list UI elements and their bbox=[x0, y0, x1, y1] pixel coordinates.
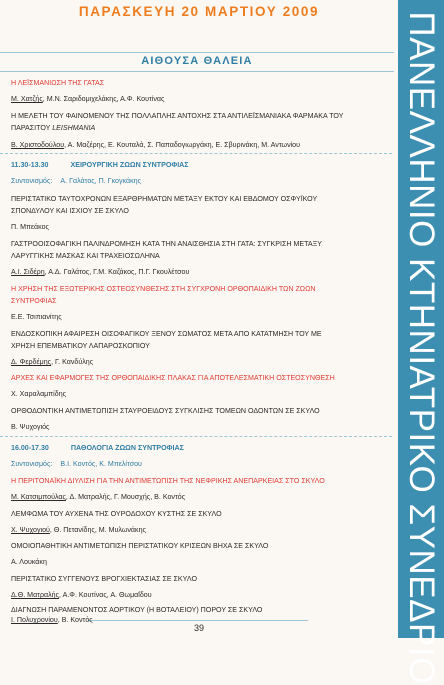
presenting-author: Α.Ι. Σιδέρη bbox=[11, 268, 45, 276]
talk-title-cont: ΣΠΟΝΔΥΛΟΥ ΚΑΙ ΙΣΧΙΟΥ ΣΕ ΣΚΥΛΟ bbox=[11, 207, 129, 215]
coordinators: Α. Γαλάτος, Π. Γκογκάκης bbox=[60, 177, 142, 185]
presenting-author: Δ.Θ. Ματραλής bbox=[11, 591, 60, 599]
talk-authors bbox=[11, 358, 93, 367]
page-number: 39 bbox=[193, 623, 204, 633]
coordinators-label: Συντονισμός: bbox=[11, 460, 53, 468]
section-divider bbox=[0, 153, 392, 154]
session-coordinators bbox=[11, 177, 141, 186]
talk-authors bbox=[11, 141, 300, 150]
talk-authors bbox=[11, 591, 152, 600]
talk-authors: Α. Λουκάκη bbox=[11, 558, 47, 566]
coordinators: Β.Ι. Κοντός, Κ. Μπελίτσου bbox=[60, 460, 142, 468]
talk-title-cont: ΧΡΗΣΗ ΕΠΕΜΒΑΤΙΚΟΥ ΛΑΠΑΡΟΣΚΟΠΙΟΥ bbox=[11, 342, 150, 350]
talk-authors: Ε.Ε. Τσιπιανίτης bbox=[11, 313, 62, 321]
talk-title: ΓΑΣΤΡΟΟΙΣΟΦΑΓΙΚΗ ΠΑΛΙΝΔΡΟΜΗΣΗ ΚΑΤΑ ΤΗΝ ΑΝΑΙΣΘΗΣΙΑ ΣΤΗ ΓΑΤΑ: ΣΥΓΚΡΙΣΗ ΜΕΤΑΞΥ bbox=[11, 240, 322, 248]
talk-title: ΟΡΘΟΔΟΝΤΙΚΗ ΑΝΤΙΜΕΤΩΠΙΣΗ ΣΤΑΥΡΟΕΙΔΟΥΣ ΣΥΓΚΛΙΣΗΣ ΤΟΜΕΩΝ ΟΔΟΝΤΩΝ ΣΕ ΣΚΥΛΟ bbox=[11, 407, 320, 415]
presenting-author: Μ. Χατζής bbox=[11, 95, 43, 103]
talk-title: ΑΡΧΕΣ ΚΑΙ ΕΦΑΡΜΟΓΕΣ ΤΗΣ ΟΡΘΟΠΑΙΔΙΚΗΣ ΠΛΑΚΑΣ ΓΙΑ ΑΠΟΤΕΛΕΣΜΑΤΙΚΗ ΟΣΤΕΟΣΥΝΘΕΣΗ bbox=[11, 374, 335, 382]
talk-title: ΕΝΔΟΣΚΟΠΙΚΗ ΑΦΑΙΡΕΣΗ ΟΙΣΟΦΑΓΙΚΟΥ ΞΕΝΟΥ ΣΩΜΑΤΟΣ ΜΕΤΑ ΑΠΟ ΚΑΤΑΤΜΗΣΗ ΤΟΥ ΜΕ bbox=[11, 330, 322, 338]
co-authors: , Θ. Πετανίδης, Μ. Μυλωνάκης bbox=[49, 526, 146, 534]
talk-title-cont: ΣΥΝΤΡΟΦΙΑΣ bbox=[11, 297, 57, 305]
co-authors: , Δ. Ματραλής, Γ. Μουσχής, Β. Κοντός bbox=[65, 493, 186, 501]
talk-title-part: ΠΑΡΑΣΙΤΟΥ bbox=[11, 124, 53, 132]
conference-number-suffix bbox=[419, 0, 439, 1]
talk-title: ΟΜΟΙΟΠΑΘΗΤΙΚΗ ΑΝΤΙΜΕΤΩΠΙΣΗ ΠΕΡΙΣΤΑΤΙΚΟΥ ΚΡΙΣΕΩΝ ΒΗΧΑ ΣΕ ΣΚΥΛΟ bbox=[11, 542, 269, 550]
room-title: ΑΙΘΟΥΣΑ ΘΑΛΕΙΑ bbox=[141, 55, 253, 67]
presenting-author: Χ. Ψυχογιού bbox=[11, 526, 50, 534]
page-header bbox=[0, 0, 398, 26]
talk-title: ΠΕΡΙΣΤΑΤΙΚΟ ΣΥΓΓΕΝΟΥΣ ΒΡΟΓΧΙΕΚΤΑΣΙΑΣ ΣΕ ΣΚΥΛΟ bbox=[11, 575, 197, 583]
talk-title-cont: ΛΑΡΥΓΓΙΚΗΣ ΜΑΣΚΑΣ ΚΑΙ ΤΡΑΧΕΙΟΣΩΛΗΝΑ bbox=[11, 252, 160, 260]
coordinators-label: Συντονισμός: bbox=[11, 177, 53, 185]
presenting-author: Β. Χριστοδούλου bbox=[11, 141, 65, 149]
session-coordinators bbox=[11, 460, 142, 469]
footer-rule bbox=[88, 620, 308, 621]
session-header bbox=[11, 444, 184, 453]
talk-authors bbox=[11, 493, 185, 502]
session-time: 16.00-17.30 bbox=[11, 444, 49, 452]
talk-title-italic: LEISHMANIA bbox=[52, 124, 96, 132]
co-authors: , Α.Φ. Κουτίνας, Α. Θωμαΐδου bbox=[59, 591, 152, 599]
session-title: ΧΕΙΡΟΥΡΓΙΚΗ ΖΩΩΝ ΣΥΝΤΡΟΦΙΑΣ bbox=[70, 161, 189, 169]
session-header bbox=[11, 161, 189, 170]
talk-title: Η ΧΡΗΣΗ ΤΗΣ ΕΞΩΤΕΡΙΚΗΣ ΟΣΤΕΟΣΥΝΘΕΣΗΣ ΣΤΗ ΣΥΓΧΡΟΝΗ ΟΡΘΟΠΑΙΔΙΚΗ ΤΩΝ ΖΩΩΝ bbox=[11, 285, 316, 293]
talk-authors: Π. Μπεάκος bbox=[11, 223, 49, 231]
talk-title: Η ΠΕΡΙΤΟΝΑΪΚΗ ΔΙΥΛΙΣΗ ΓΙΑ ΤΗΝ ΑΝΤΙΜΕΤΩΠΙΣΗ ΤΗΣ ΝΕΦΡΙΚΗΣ ΑΝΕΠΑΡΚΕΙΑΣ ΣΤΟ ΣΚΥΛΟ bbox=[11, 477, 325, 485]
presenting-author: Μ. Κατσιμπούλας bbox=[11, 493, 66, 501]
talk-title-cont bbox=[11, 124, 95, 133]
talk-authors: Χ. Χαραλαμπίδης bbox=[11, 390, 67, 398]
co-authors: , Μ.Ν. Σαριδομιχελάκης, Α.Φ. Κουτίνας bbox=[42, 95, 165, 103]
presenting-author: Ι. Πολυχρονίου bbox=[11, 616, 58, 624]
talk-authors bbox=[11, 268, 189, 277]
co-authors: , Α. Μαζέρης, Ε. Κουταλά, Σ. Παπαδογιωργάκη, Ε. Σβυρινάκη, Μ. Αντωνίου bbox=[64, 141, 301, 149]
talk-title: ΛΕΜΦΩΜΑ ΤΟΥ ΑΥΧΕΝΑ ΤΗΣ ΟΥΡΟΔΟΧΟΥ ΚΥΣΤΗΣ ΣΕ ΣΚΥΛΟ bbox=[11, 510, 222, 518]
section-divider bbox=[0, 436, 392, 437]
session-time: 11.30-13.30 bbox=[11, 161, 49, 169]
presenting-author: Δ. Φερδέμης bbox=[11, 358, 52, 366]
talk-title: ΔΙΑΓΝΩΣΗ ΠΑΡΑΜΕΝΟΝΤΟΣ ΑΟΡΤΙΚΟΥ (Η ΒΟΤΑΛΕΙΟΥ) ΠΟΡΟΥ ΣΕ ΣΚΥΛΟ bbox=[11, 606, 263, 614]
session-title: ΠΑΘΟΛΟΓΙΑ ΖΩΩΝ ΣΥΝΤΡΟΦΙΑΣ bbox=[70, 444, 184, 452]
page-title: ΠΑΡΑΣΚΕΥΗ 20 ΜΑΡΤΙΟΥ 2009 bbox=[78, 4, 320, 19]
talk-title: ΠΕΡΙΣΤΑΤΙΚΟ ΤΑΥΤΟΧΡΟΝΩΝ ΕΞΑΡΘΡΗΜΑΤΩΝ ΜΕΤΑΞΥ ΕΚΤΟΥ ΚΑΙ ΕΒΔΟΜΟΥ ΟΣΦΥΪΚΟΥ bbox=[11, 195, 318, 203]
talk-authors: Β. Ψυχογιός bbox=[11, 423, 50, 431]
co-authors: , Β. Κοντός bbox=[57, 616, 93, 624]
talk-title: Η ΜΕΛΕΤΗ ΤΟΥ ΦΑΙΝΟΜΕΝΟΥ ΤΗΣ ΠΟΛΛΑΠΛΗΣ ΑΝΤΟΧΗΣ ΣΤΑ ΑΝΤΙΛΕΪΣΜΑΝΙΑΚΑ ΦΑΡΜΑΚΑ ΤΟΥ bbox=[11, 112, 344, 120]
co-authors: , Α.Δ. Γαλάτος, Γ.Μ. Καζάκος, Π.Γ. Γκουλέτσου bbox=[44, 268, 190, 276]
room-band bbox=[0, 52, 394, 72]
talk-title: Η ΛΕΪΣΜΑΝΙΩΣΗ ΤΗΣ ΓΑΤΑΣ bbox=[11, 79, 105, 87]
talk-authors bbox=[11, 95, 164, 104]
talk-authors bbox=[11, 616, 93, 625]
conference-name: ΠΑΝΕΛΛΗΝΙΟ ΚΤΗΝΙΑΤΡΙΚΟ ΣΥΝΕΔΡΙΟ bbox=[402, 1, 441, 685]
talk-authors bbox=[11, 526, 146, 535]
conference-title-vertical bbox=[401, 0, 441, 685]
co-authors: , Γ. Κανδύλης bbox=[51, 358, 94, 366]
